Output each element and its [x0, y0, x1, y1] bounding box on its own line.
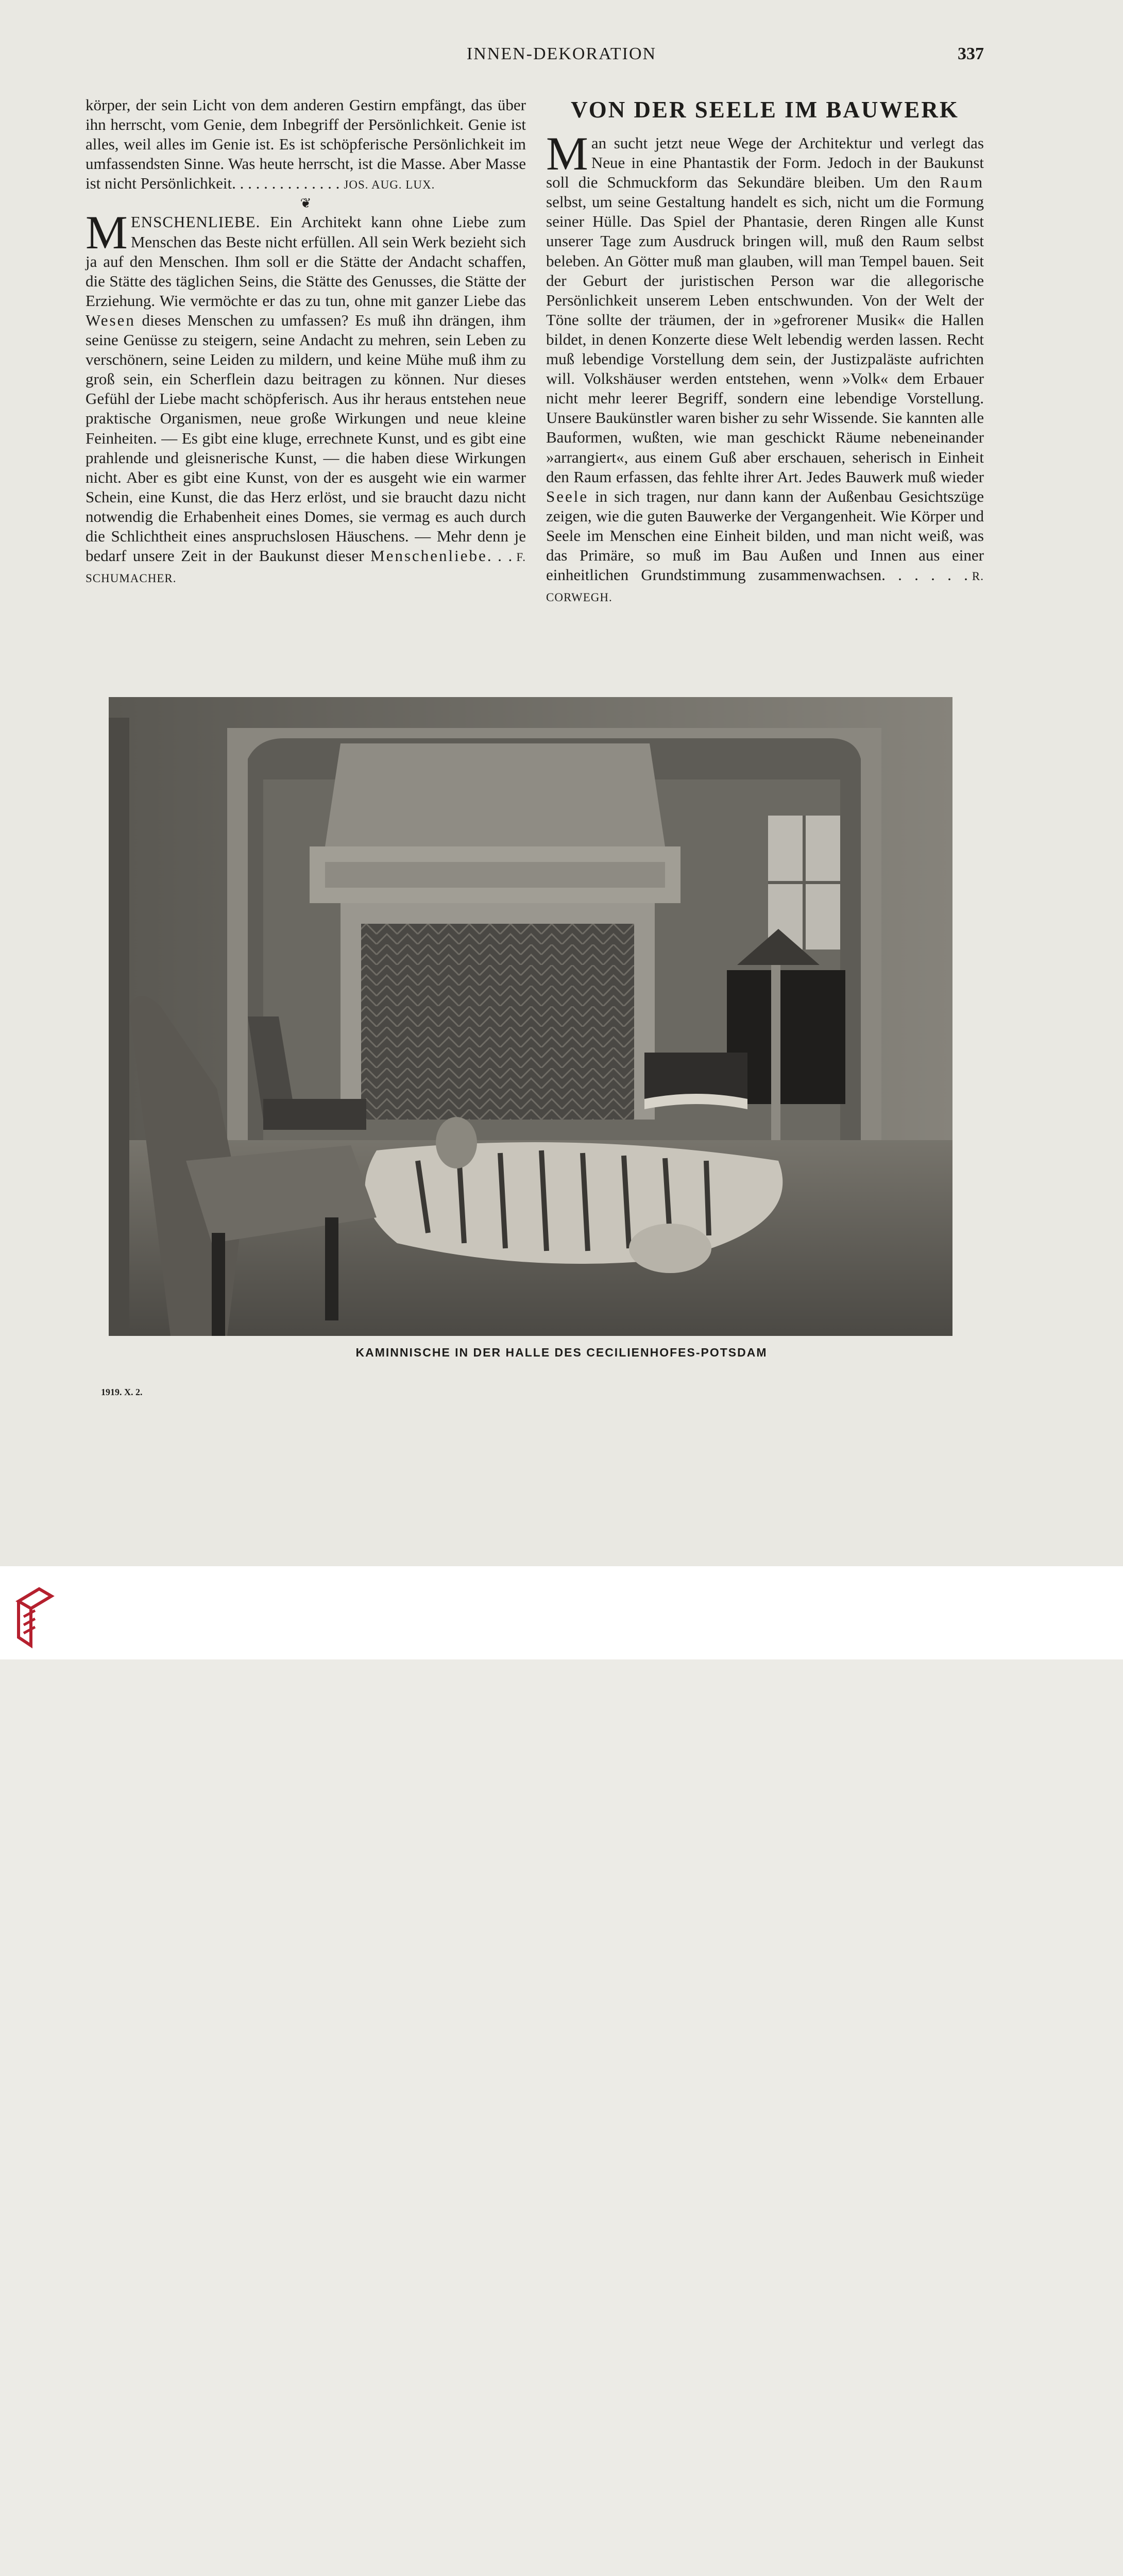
paragraph-menschenliebe-text-a: Ein Architekt kann ohne Liebe zum Menschen das Beste nicht erfüllen. All sein Werk bezieht sich ja auf den Menschen. Ihm soll er die Stätte der Andacht schaffen, die Stätte des täglichen Seins, die Stätte des Genusses, die Stätte der Erziehung. Wie vermöchte er das zu tun, ohne mit ganzer Liebe das: [86, 213, 526, 310]
spaced-word-menschenliebe: Menschenliebe: [370, 547, 487, 565]
page-number: 337: [958, 44, 984, 63]
running-title: INNEN-DEKORATION: [466, 44, 657, 63]
spaced-word-seele: Seele: [546, 487, 589, 505]
lead-word: ENSCHENLIEBE.: [130, 213, 261, 231]
paragraph-menschenliebe: [86, 206, 526, 588]
heidelberg-library-logo-icon: [14, 1586, 56, 1650]
paragraph-lux: [86, 95, 526, 195]
author-corwegh: R. CORWEGH.: [546, 570, 984, 604]
paragraph-lux-text: körper, der sein Licht von dem anderen Gestirn empfängt, das über ihn herrscht, vom Genie, dem Inbegriff der Persönlichkeit. Genie ist alles, weil alles im Genie ist. Es ist schöpferische Persönlichkeit im umfassendsten Sinne. Was heute herrscht, ist die Masse. Aber Masse ist nicht Persönlichkeit. . . . . . . . . . . . . .: [86, 96, 526, 193]
author-lux: JOS. AUG. LUX.: [344, 178, 435, 192]
paragraph-menschenliebe-text-b: dieses Menschen zu umfassen? Es muß ihn drängen, ihm seine Genüsse zu steigern, seine Andacht zu mehren, sein Leben zu verschönern, seine Leiden zu mildern, und keine Mühe muß ihm zu groß sein, ein Scherflein dazu beitragen zu können. Nur dieses Gefühl der Liebe macht schöpferisch. Aus ihr heraus entstehen neue praktische Organismen, neue große Wirkungen und neue kleine Feinheiten. — Es gibt eine kluge, errechnete Kunst, und es gibt eine prahlende und gleisnerische Kunst, — die haben diese Wirkungen nicht. Aber es gibt eine Kunst, von der es ausgeht wie ein warmer Schein, eine Kunst, die das Herz erlöst, und sie braucht dazu nicht notwendig die Erhabenheit eines Domes, sie vermag es auch durch die Schlichtheit eines anspruchslosen Häuschens. — Mehr denn je bedarf unsere Zeit in der Baukunst dieser: [86, 311, 526, 565]
author-schumacher: F. SCHUMACHER.: [86, 551, 526, 585]
article-title: VON DER SEELE IM BAUWERK: [571, 97, 959, 123]
paragraph-seele-text-b: selbst, um seine Gestaltung handelt es sich, nicht um die Formung seiner Hülle. Das Spiel der Phantasie, deren Ringen alle Kunst unserer Tage zum Ausdruck bringen will, muß den Raum selbst beleben. An Götter muß man glauben, will man Tempel bauen. Seit der Geburt der juristischen Person war die allegorische Persönlichkeit unserem Leben entschwunden. Von der Welt der Töne sollte der träumen, der in »gefrorener Musik« die Hallen bildet, in denen Konzerte diese Welt lebendig werden lassen. Recht muß lebendige Vorstellung dem sein, der Justizpaläste aufrichten will. Volkshäuser werden entstehen, wenn »Volk« dem Erbauer nicht mehr leerer Begriff, sondern eine lebendige Vorstellung. Unsere Baukünstler waren bisher zu sehr Wissende. Sie kannten alle Bauformen, wußten, wie man geschickt Räume nebeneinander »arrangiert«, aus einem Guß aber erschauen, seherisch in Einheit den Raum erfassen, das fehlte ihrer Art. Jedes Bauwerk muß wieder: [546, 193, 984, 486]
issue-mark: 1919. X. 2.: [101, 1387, 143, 1397]
paragraph-seele: [546, 127, 984, 607]
fireplace-photograph: [109, 697, 952, 1336]
ellipsis: . . .: [487, 547, 513, 565]
ornament-icon: ❦: [300, 196, 312, 211]
fireplace-photo-image: [109, 697, 952, 1336]
dropcap-m-right: M: [546, 127, 588, 180]
figure-caption: KAMINNISCHE IN DER HALLE DES CECILIENHOFES-POTSDAM: [355, 1346, 768, 1359]
spaced-word-raum: Raum: [939, 173, 984, 192]
right-column: [546, 95, 984, 607]
paragraph-seele-text-a: an sucht jetzt neue Wege der Architektur und verlegt das Neue in eine Phantastik der Form. Jedoch in der Baukunst soll die Schmuckform das Sekundäre bleiben. Um den: [546, 134, 984, 192]
left-column: [86, 95, 526, 588]
digitization-footer: [0, 1566, 1123, 1659]
paragraph-seele-text-c: in sich tragen, nur dann kann der Außenbau Gesichtszüge zeigen, wie die guten Bauwerke der Vergangenheit. Wie Körper und Seele im Menschen eine Einheit bilden, und man nicht weiß, was das Primäre, so muß im Bau Außen und Innen aus einer einheitlichen Grundstimmung zusammenwachsen. . . . . .: [546, 487, 984, 584]
dropcap-m: M: [86, 206, 128, 259]
spaced-word-wesen: Wesen: [86, 311, 135, 329]
